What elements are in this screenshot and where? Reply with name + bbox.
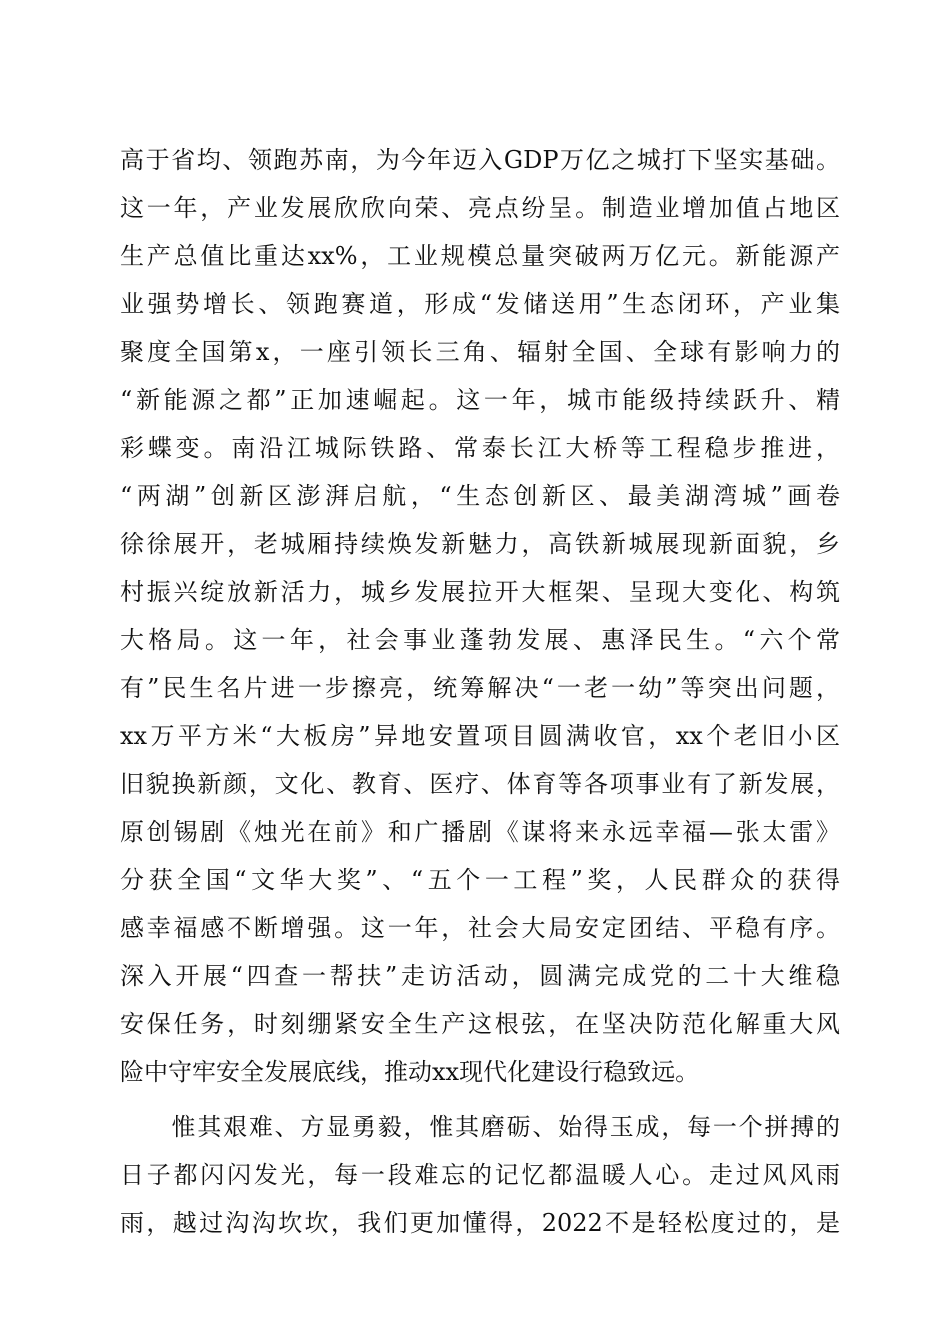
text-line: 这一年，产业发展欣欣向荣、亮点纷呈。制造业增加值占地区: [120, 194, 840, 222]
paragraph-2: [120, 1103, 840, 1247]
document-body: [120, 136, 840, 1247]
text-line: 感幸福感不断增强。这一年，社会大局安定团结、平稳有序。: [120, 914, 840, 942]
text-line: 徐徐展开，老城厢持续焕发新魅力，高铁新城展现新面貌，乡: [120, 530, 840, 558]
text-line: 安保任务，时刻绷紧安全生产这根弦，在坚决防范化解重大风: [120, 1010, 840, 1038]
paragraph-gap: [120, 1096, 840, 1103]
text-line: 险中守牢安全发展底线，推动xx现代化建设行稳致远。: [120, 1058, 700, 1086]
text-line: 原创锡剧《烛光在前》和广播剧《谋将来永远幸福—张太雷》: [120, 818, 840, 846]
text-line: “新能源之都”正加速崛起。这一年，城市能级持续跃升、精: [120, 386, 840, 414]
text-line: “两湖”创新区澎湃启航，“生态创新区、最美湖湾城”画卷: [120, 482, 840, 510]
text-line: 业强势增长、领跑赛道，形成“发储送用”生态闭环，产业集: [120, 290, 840, 318]
text-line: 大格局。这一年，社会事业蓬勃发展、惠泽民生。“六个常: [120, 626, 840, 654]
text-line: 生产总值比重达xx%，工业规模总量突破两万亿元。新能源产: [120, 242, 840, 270]
text-line: 分获全国“文华大奖”、“五个一工程”奖，人民群众的获得: [120, 866, 840, 894]
text-line: 深入开展“四查一帮扶”走访活动，圆满完成党的二十大维稳: [120, 962, 840, 990]
text-line: 旧貌换新颜，文化、教育、医疗、体育等各项事业有了新发展，: [120, 770, 840, 798]
text-line: 雨，越过沟沟坎坎，我们更加懂得，2022不是轻松度过的，是: [120, 1209, 840, 1237]
text-line: 日子都闪闪发光，每一段难忘的记忆都温暖人心。走过风风雨: [120, 1161, 840, 1189]
text-line: 高于省均、领跑苏南，为今年迈入GDP万亿之城打下坚实基础。: [120, 146, 840, 174]
text-line: 村振兴绽放新活力，城乡发展拉开大框架、呈现大变化、构筑: [120, 578, 840, 606]
text-line: 彩蝶变。南沿江城际铁路、常泰长江大桥等工程稳步推进，: [120, 434, 840, 462]
text-line: 有”民生名片进一步擦亮，统筹解决“一老一幼”等突出问题，: [120, 674, 840, 702]
text-line: 惟其艰难、方显勇毅，惟其磨砺、始得玉成，每一个拼搏的: [120, 1113, 840, 1141]
text-line: xx万平方米“大板房”异地安置项目圆满收官，xx个老旧小区: [120, 722, 840, 750]
text-line: 聚度全国第x，一座引领长三角、辐射全国、全球有影响力的: [120, 338, 840, 366]
paragraph-1: [120, 136, 840, 1096]
